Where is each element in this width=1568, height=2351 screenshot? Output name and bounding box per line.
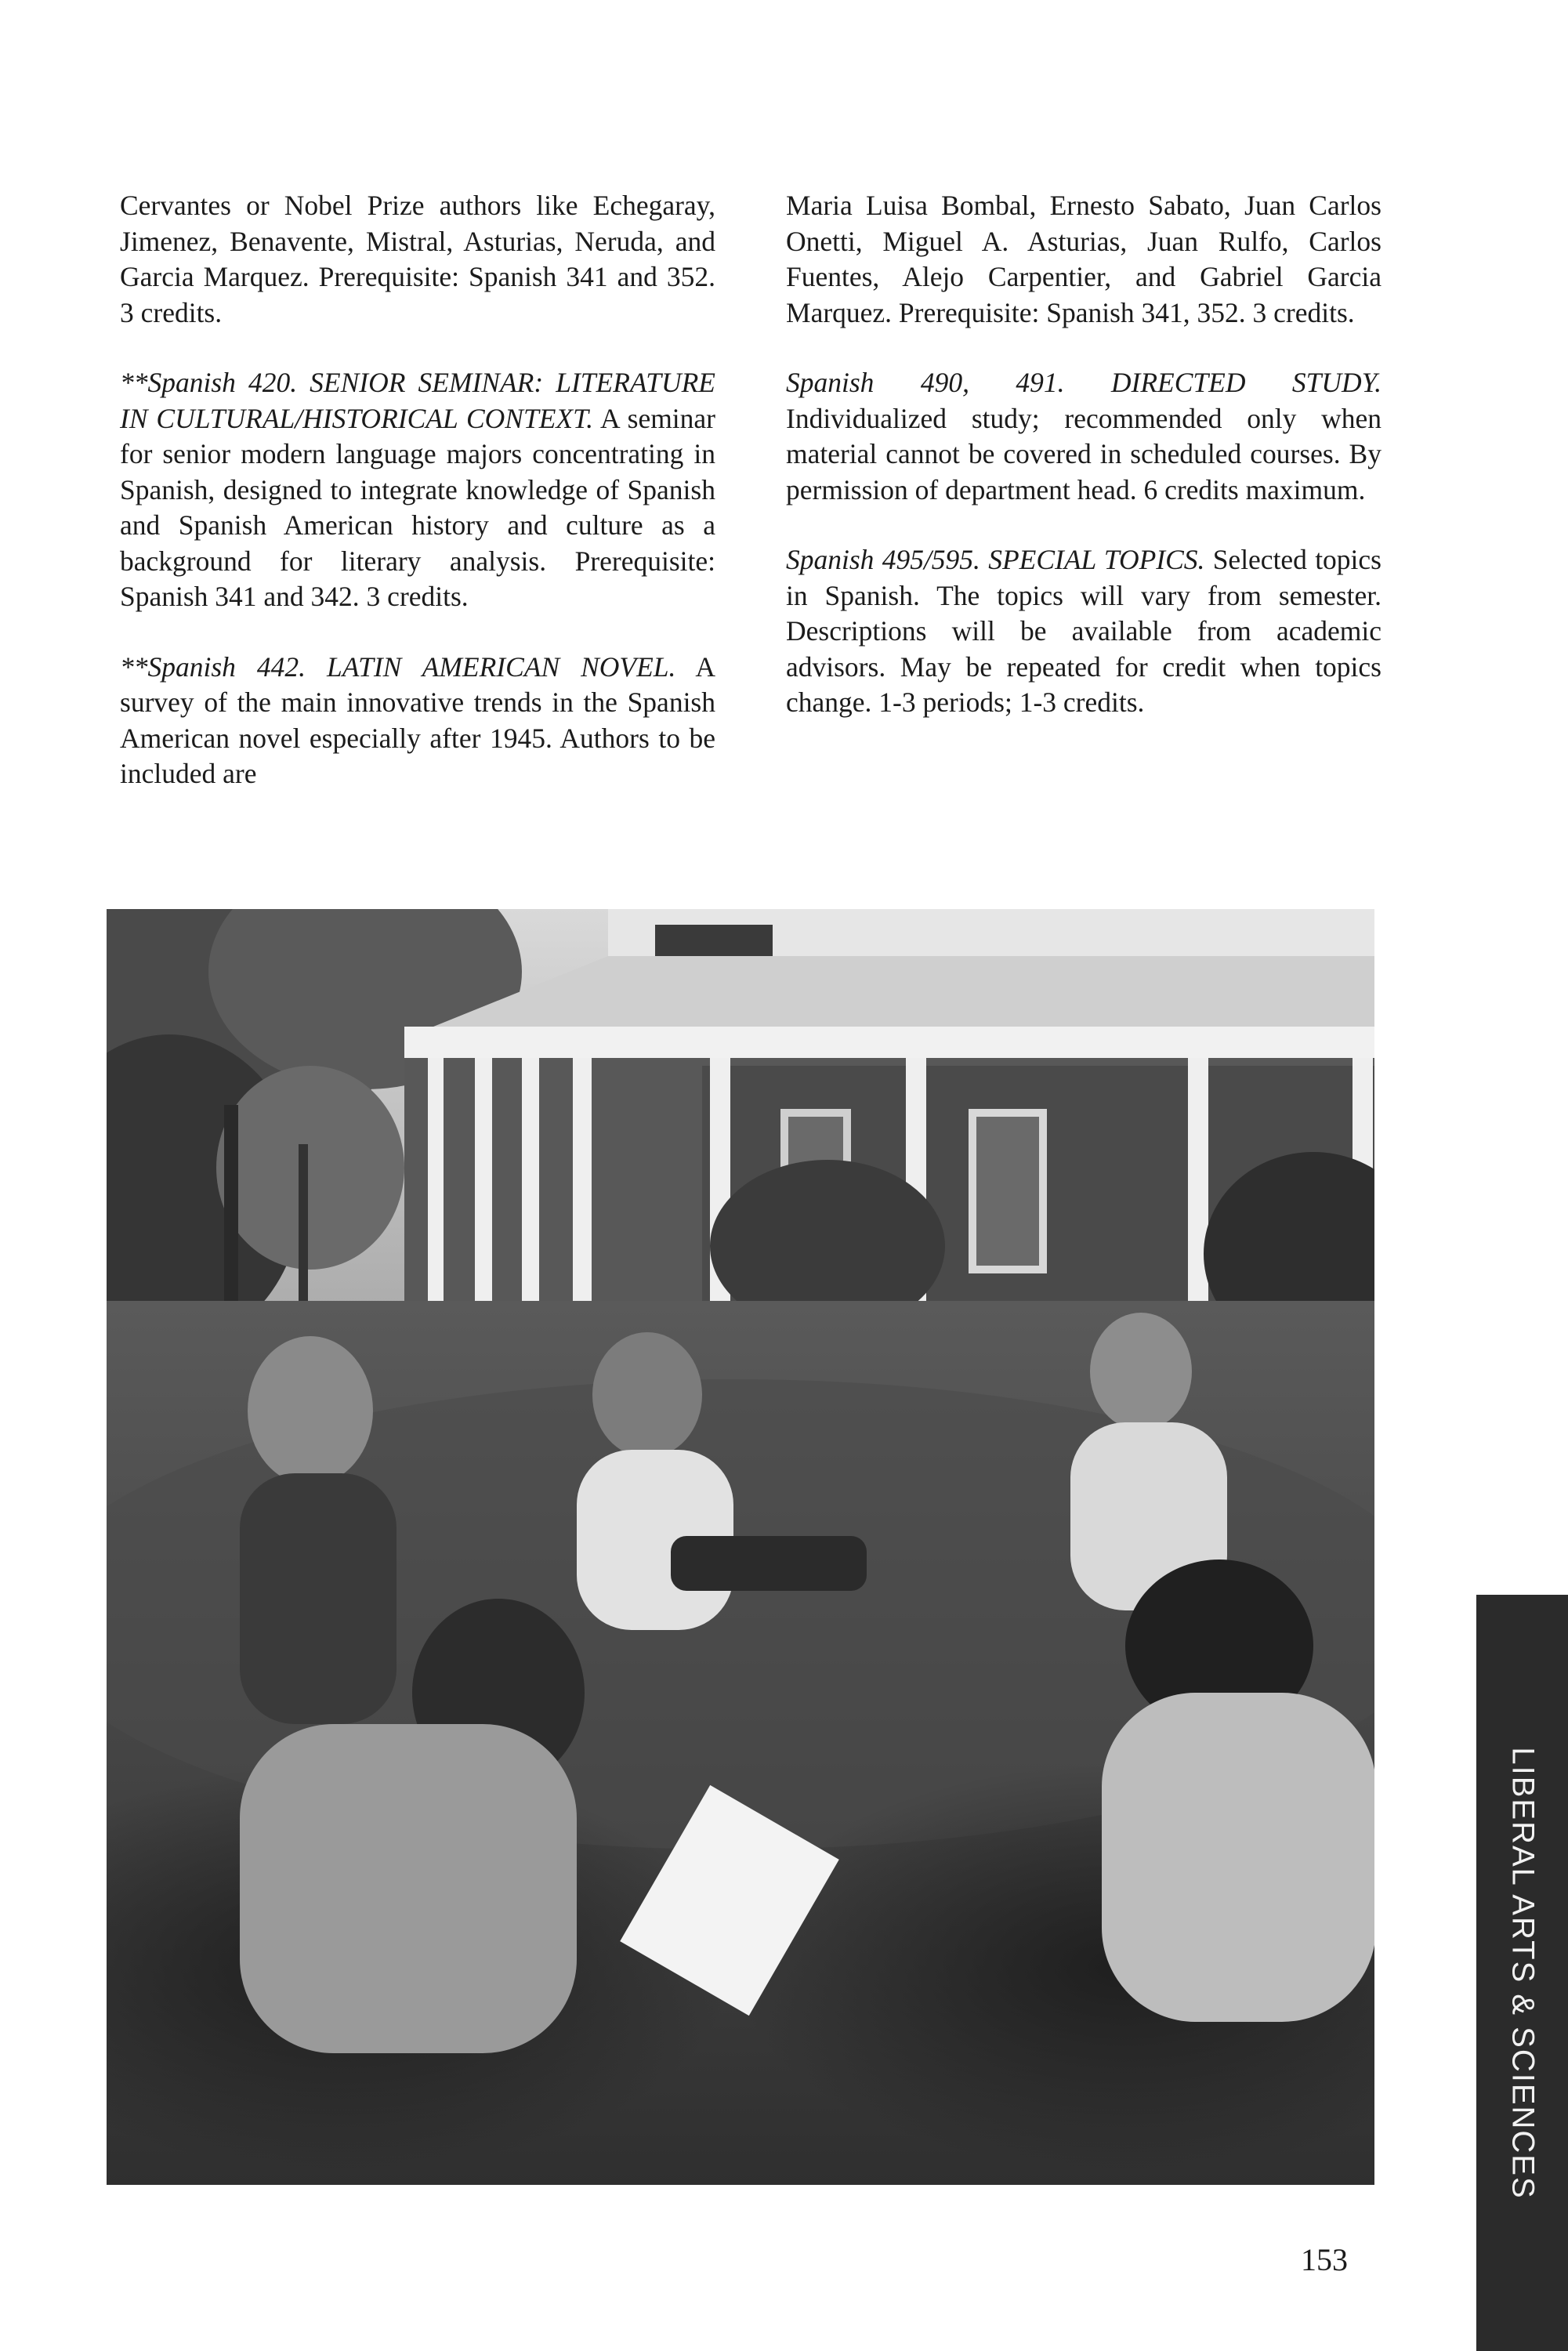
page-number: 153 <box>1301 2242 1348 2277</box>
course-description: Individualized study; recommended only when material cannot be covered in scheduled courses. By permission of department head. 6 credits maximum. <box>786 402 1382 505</box>
course-description: Selected topics in Spanish. The topics will vary from semester. Descriptions will be available from academic advisors. May be repeated for credit when topics change. 1-3 periods; 1-3 credits. <box>786 544 1382 718</box>
course-number: Spanish 420. <box>147 367 298 398</box>
course-marker: ** <box>120 367 148 398</box>
intro-paragraph: Cervantes or Nobel Prize authors like Echegaray, Jimenez, Benavente, Mistral, Asturias, Neruda, and Garcia Marquez. Prerequisite: Spanish 341 and 352. 3 credits. <box>120 190 715 328</box>
course-number: Spanish 442. <box>147 650 306 683</box>
campus-photo <box>107 909 1374 2185</box>
course-description: A survey of the main innovative trends in the Spanish American novel especially after 1945. Authors to be included are <box>120 650 716 789</box>
left-column <box>120 188 715 792</box>
section-label: LIBERAL ARTS & SCIENCES <box>1505 1746 1540 2200</box>
continued-paragraph: Maria Luisa Bombal, Ernesto Sabato, Juan Carlos Onetti, Miguel A. Asturias, Juan Rulfo, Carlos Fuentes, Alejo Carpentier, and Gabriel Garcia Marquez. Prerequisite: Spanish 341, 352. 3 credits. <box>786 190 1382 328</box>
course-title: LATIN AMERICAN NOVEL. <box>326 650 676 683</box>
course-description: A seminar for senior modern language majors concentrating in Spanish, designed to integrate knowledge of Spanish and Spanish American history and culture as a background for literary analysis. Prerequisite: Spanish 341 and 342. 3 credits. <box>120 402 716 612</box>
course-number: Spanish 495/595. <box>786 544 980 575</box>
course-title: SENIOR SEMINAR: LITERATURE IN CULTURAL/HISTORICAL CONTEXT. <box>120 367 715 434</box>
course-marker: ** <box>120 650 148 683</box>
course-spanish-495 <box>786 542 1382 721</box>
course-spanish-490 <box>786 365 1382 508</box>
section-side-tab <box>1476 1595 1568 2351</box>
course-number: Spanish 490, 491. <box>786 367 1065 398</box>
course-spanish-420 <box>120 365 715 615</box>
course-title: DIRECTED STUDY. <box>1110 367 1382 398</box>
course-spanish-442 <box>120 650 715 792</box>
right-column <box>786 188 1382 721</box>
course-title: SPECIAL TOPICS. <box>988 544 1205 575</box>
